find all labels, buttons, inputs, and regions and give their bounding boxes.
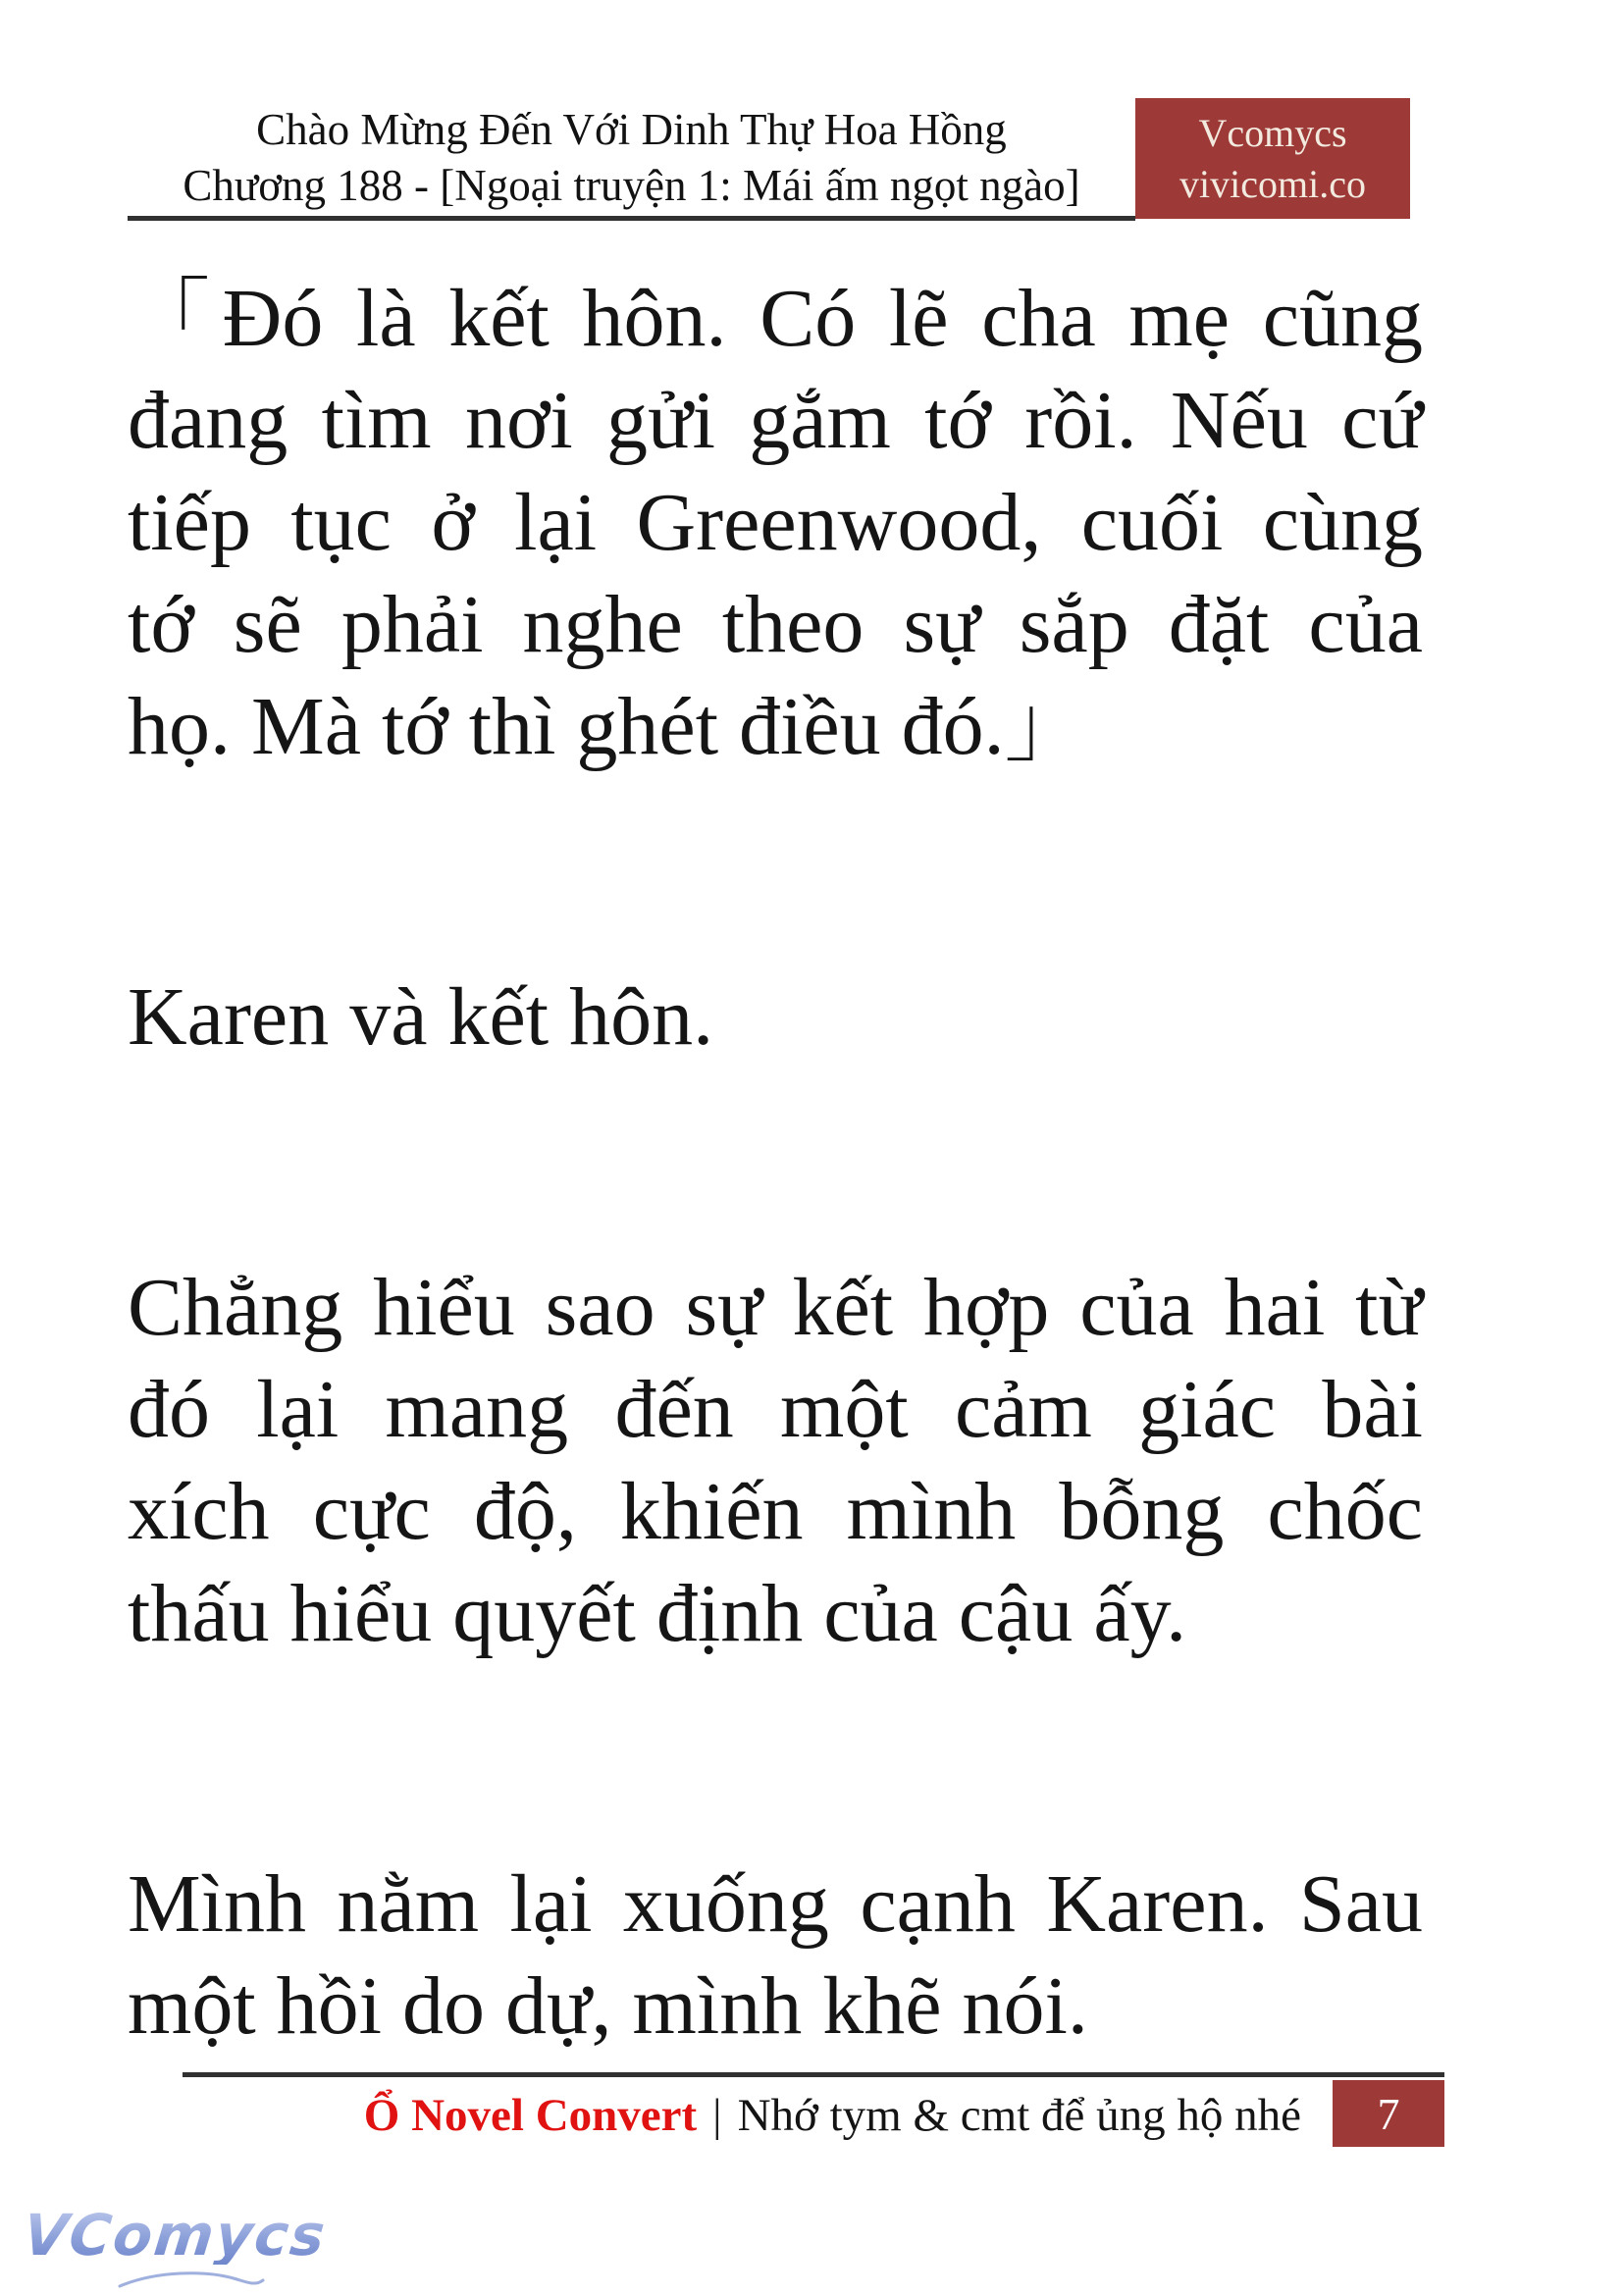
text-line: đang tìm nơi gửi gắm tớ rồi. Nếu cứ: [128, 375, 1423, 466]
text-line: Karen và kết hôn.: [128, 971, 714, 1063]
page-header: [128, 102, 1135, 214]
converter-brand: Ổ Novel Convert: [363, 2090, 698, 2141]
support-note: Nhớ tym & cmt để ủng hộ nhé: [737, 2090, 1301, 2141]
text-line: 「Đó là kết hôn. Có lẽ cha mẹ cũng: [128, 273, 1423, 364]
text-line: Chẳng hiểu sao sự kết hợp của hai từ: [128, 1262, 1423, 1353]
paragraph: [128, 1853, 1423, 2058]
page-number-badge: 7: [1333, 2080, 1444, 2147]
story-text: [128, 268, 1423, 2058]
site-badge-name: Vcomycs: [1198, 110, 1347, 155]
site-badge-url: vivicomi.co: [1179, 161, 1366, 206]
text-line: Mình nằm lại xuống cạnh Karen. Sau: [128, 1858, 1423, 1950]
text-line: một hồi do dự, mình khẽ nói.: [128, 1960, 1088, 2052]
logo-swirl-icon: [118, 2269, 265, 2290]
paragraph: [128, 1257, 1423, 1665]
vcomycs-logo-watermark: VComycs: [20, 2202, 331, 2269]
text-line: đó lại mang đến một cảm giác bài: [128, 1364, 1423, 1455]
footer-credit-row: [183, 2077, 1444, 2143]
book-title: Chào Mừng Đến Với Dinh Thự Hoa Hồng: [256, 105, 1007, 154]
site-badge: [1135, 98, 1410, 219]
paragraph: [128, 268, 1423, 778]
header-divider: [128, 216, 1135, 221]
text-line: họ. Mà tớ thì ghét điều đó.」: [128, 681, 1087, 772]
chapter-title: Chương 188 - [Ngoại truyện 1: Mái ấm ngọt ngào]: [183, 161, 1080, 210]
text-line: thấu hiểu quyết định của cậu ấy.: [128, 1568, 1187, 1659]
text-line: xích cực độ, khiến mình bỗng chốc: [128, 1466, 1423, 1557]
page-footer: [183, 2072, 1444, 2156]
text-line: tiếp tục ở lại Greenwood, cuối cùng: [128, 477, 1423, 568]
paragraph: [128, 966, 1423, 1069]
footer-separator: |: [712, 2090, 722, 2141]
text-line: tớ sẽ phải nghe theo sự sắp đặt của: [128, 579, 1423, 670]
